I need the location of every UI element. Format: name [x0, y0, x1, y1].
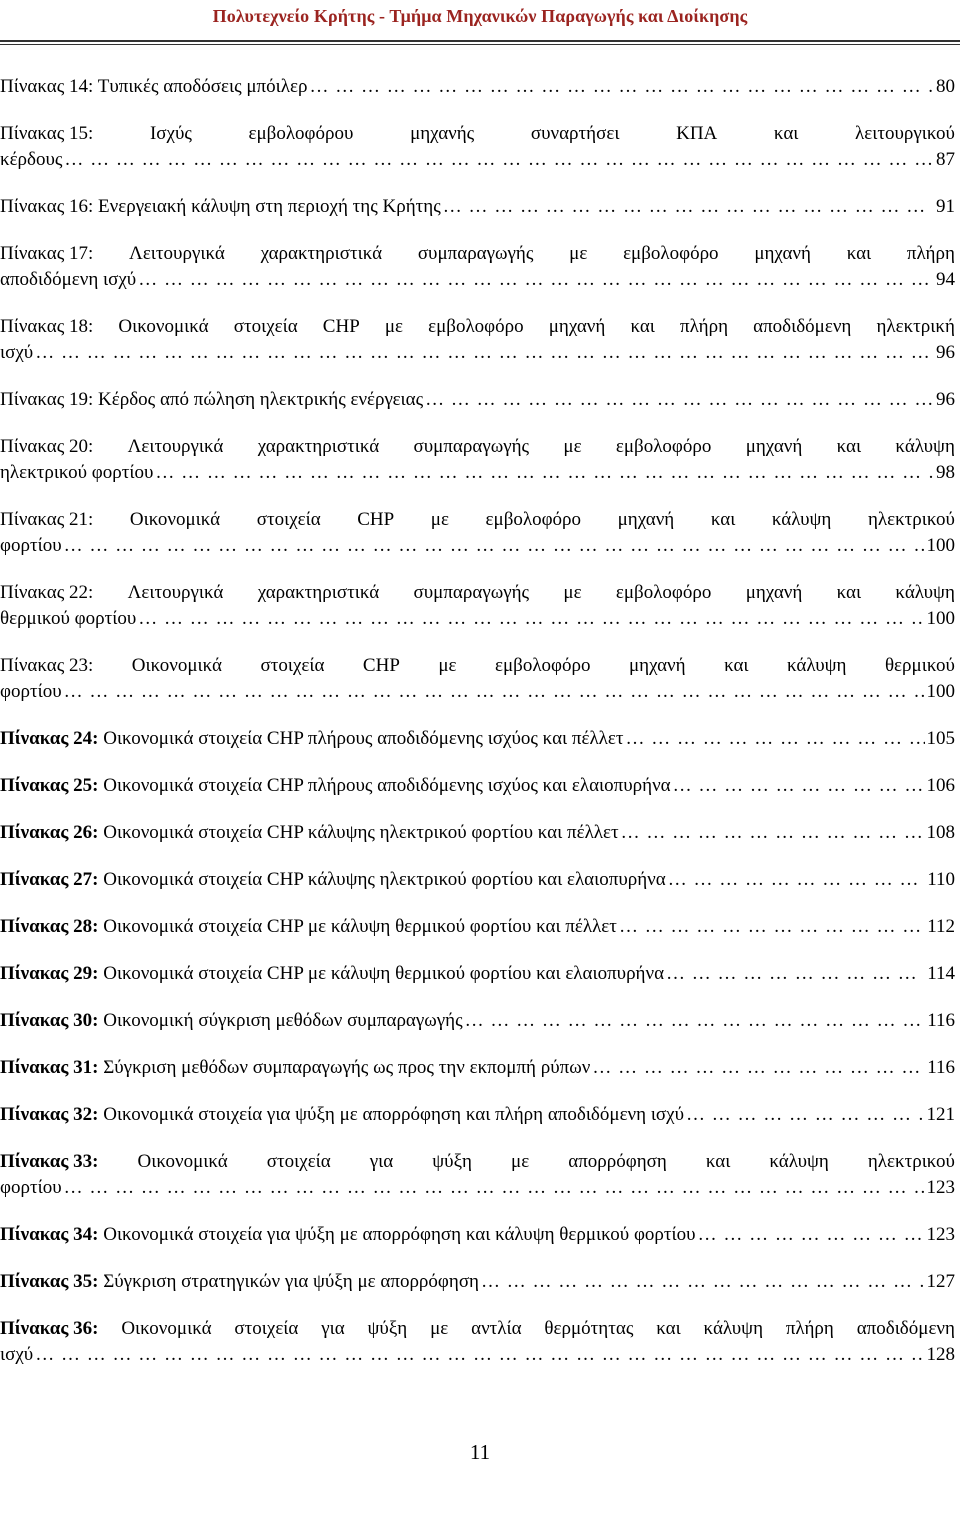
dot-leader — [666, 961, 925, 987]
entry-page-number: 108 — [926, 822, 955, 843]
dot-leader — [626, 726, 925, 752]
title-word: μηχανής — [410, 123, 475, 144]
title-word: θερμικού — [884, 655, 955, 676]
entry-title-line1 — [0, 121, 955, 147]
entry-page-number: 80 — [936, 76, 955, 97]
table-label: Πίνακας 23: — [0, 655, 94, 676]
entry-page-number: 123 — [926, 1224, 955, 1245]
title-word: εμβολοφόρο — [428, 316, 524, 337]
entry-title: φορτίου — [0, 681, 62, 702]
dot-leader — [64, 533, 925, 559]
toc-entry[interactable] — [0, 194, 955, 220]
entry-title-wrap — [0, 606, 136, 632]
table-label: Πίνακας 18: — [0, 316, 94, 337]
table-label: Πίνακας 27: — [0, 869, 99, 890]
title-word: συμπαραγωγής — [417, 243, 534, 264]
dot-leader — [64, 147, 934, 173]
title-word: μηχανή — [617, 509, 675, 530]
table-label: Πίνακας 31: — [0, 1057, 99, 1078]
toc-entry[interactable] — [0, 914, 955, 940]
title-word: στοιχεία — [266, 1151, 331, 1172]
entry-page-number: 121 — [926, 1104, 955, 1125]
title-word: εμβολοφόρου — [248, 123, 354, 144]
title-word: και — [705, 1151, 731, 1172]
table-label: Πίνακας 14: — [0, 76, 94, 97]
toc-entry[interactable] — [0, 74, 955, 100]
page-number: 11 — [469, 1440, 491, 1464]
title-word: και — [724, 655, 749, 676]
dot-leader — [138, 606, 924, 632]
entry-title-wrap — [0, 1102, 684, 1128]
entry-title-wrap — [0, 1175, 62, 1201]
table-label: Πίνακας 33: — [0, 1151, 99, 1172]
title-word: κάλυψη — [771, 509, 832, 530]
title-word: θερμότητας — [544, 1318, 634, 1339]
title-word: απορρόφηση — [568, 1151, 667, 1172]
entry-title-wrap — [0, 387, 423, 413]
title-word: χαρακτηριστικά — [257, 582, 380, 603]
table-label: Πίνακας 19: — [0, 389, 94, 410]
header-divider-thin — [0, 44, 960, 45]
entry-title: Ενεργειακή κάλυψη στη περιοχή της Κρήτης — [98, 196, 441, 217]
entry-page-number: 128 — [926, 1344, 955, 1365]
title-word: Οικονομικά — [129, 509, 221, 530]
table-label: Πίνακας 16: — [0, 196, 94, 217]
title-word: συμπαραγωγής — [413, 582, 530, 603]
toc-entry[interactable] — [0, 1149, 955, 1201]
table-label: Πίνακας 21: — [0, 509, 94, 530]
dot-leader — [619, 914, 925, 940]
entry-title: ισχύ — [0, 1344, 34, 1365]
title-word: με — [563, 436, 582, 457]
entry-title: Οικονομικά στοιχεία CHP με κάλυψη θερμικού φορτίου και ελαιοπυρήνα — [103, 963, 665, 984]
title-word: και — [630, 316, 655, 337]
entry-title: φορτίου — [0, 535, 62, 556]
toc-entry[interactable] — [0, 1102, 955, 1128]
title-word: Οικονομικά — [137, 1151, 228, 1172]
entry-title: κέρδους — [0, 149, 63, 170]
title-word: εμβολοφόρο — [495, 655, 591, 676]
entry-title: φορτίου — [0, 1177, 62, 1198]
title-word: κάλυψη — [895, 436, 955, 457]
dot-leader — [35, 1342, 924, 1368]
toc-entry[interactable] — [0, 434, 955, 486]
entry-title-line1 — [0, 1316, 955, 1342]
toc-entry[interactable] — [0, 773, 955, 799]
dot-leader — [425, 387, 934, 413]
title-word: αποδιδόμενη — [753, 316, 852, 337]
title-word: με — [563, 582, 582, 603]
title-word: μηχανή — [745, 436, 803, 457]
entry-page-number: 91 — [936, 196, 955, 217]
entry-title-wrap — [0, 726, 624, 752]
title-word: μηχανή — [754, 243, 811, 264]
toc-entry[interactable] — [0, 961, 955, 987]
dot-leader — [481, 1269, 925, 1295]
entry-page-number: 100 — [926, 535, 955, 556]
header-title: Πολυτεχνείο Κρήτης - Τμήμα Μηχανικών Παραγωγής και Διοίκησης — [212, 6, 748, 26]
entry-title-line1 — [0, 314, 955, 340]
entry-page-number: 96 — [936, 389, 955, 410]
entry-title: Οικονομικά στοιχεία CHP πλήρους αποδιδόμενης ισχύος και ελαιοπυρήνα — [103, 775, 671, 796]
title-word: λειτουργικού — [855, 123, 955, 144]
entry-title-wrap — [0, 147, 62, 173]
toc-entry[interactable] — [0, 580, 955, 632]
entry-title-wrap — [0, 820, 619, 846]
entry-page-number: 98 — [936, 462, 955, 483]
entry-title: Τυπικές αποδόσεις μπόιλερ — [97, 76, 308, 97]
title-word: για — [369, 1151, 394, 1172]
dot-leader — [138, 267, 934, 293]
entry-title: Οικονομικά στοιχεία CHP κάλυψης ηλεκτρικού φορτίου και πέλλετ — [103, 822, 619, 843]
table-label: Πίνακας 34: — [0, 1224, 99, 1245]
entry-title: θερμικού φορτίου — [0, 608, 137, 629]
title-word: και — [656, 1318, 681, 1339]
toc-entry[interactable] — [0, 387, 955, 413]
entry-page-number: 100 — [926, 608, 955, 629]
dot-leader — [64, 1175, 925, 1201]
title-word: πλήρη — [785, 1318, 834, 1339]
dot-leader — [686, 1102, 924, 1128]
entry-title: Οικονομικά στοιχεία για ψύξη με απορρόφηση και πλήρη αποδιδόμενη ισχύ — [103, 1104, 685, 1125]
entry-title-wrap — [0, 533, 62, 559]
table-label: Πίνακας 29: — [0, 963, 99, 984]
title-word: με — [511, 1151, 530, 1172]
title-word: κάλυψη — [787, 655, 847, 676]
table-label: Πίνακας 17: — [0, 243, 94, 264]
title-word: ψύξη — [432, 1151, 472, 1172]
entry-page-number: 114 — [927, 963, 955, 984]
entry-title-wrap — [0, 1055, 590, 1081]
toc-entry[interactable] — [0, 241, 955, 293]
toc-entry[interactable] — [0, 726, 955, 752]
entry-title: Οικονομικά στοιχεία CHP με κάλυψη θερμικού φορτίου και πέλλετ — [103, 916, 617, 937]
title-word: με — [430, 509, 449, 530]
dot-leader — [155, 460, 934, 486]
entry-title-wrap — [0, 340, 33, 366]
table-label: Πίνακας 28: — [0, 916, 99, 937]
dot-leader — [64, 679, 925, 705]
title-word: CHP — [357, 509, 395, 530]
entry-page-number: 96 — [936, 342, 955, 363]
title-word: πλήρη — [906, 243, 955, 264]
table-label: Πίνακας 36: — [0, 1318, 99, 1339]
entry-title: αποδιδόμενη ισχύ — [0, 269, 137, 290]
title-word: Λειτουργικά — [127, 436, 224, 457]
entry-title-wrap — [0, 961, 664, 987]
entry-title-wrap — [0, 679, 62, 705]
title-word: μηχανή — [628, 655, 686, 676]
entry-page-number: 112 — [927, 916, 955, 937]
entry-title: Οικονομικά στοιχεία CHP πλήρους αποδιδόμενης ισχύος και πέλλετ — [103, 728, 624, 749]
toc-entry[interactable] — [0, 1269, 955, 1295]
toc-entry[interactable] — [0, 121, 955, 173]
title-word: Οικονομικά — [121, 1318, 212, 1339]
title-word: αντλία — [471, 1318, 522, 1339]
entry-title-wrap — [0, 773, 671, 799]
entry-title-line1 — [0, 653, 955, 679]
title-word: εμβολοφόρο — [485, 509, 582, 530]
entry-title-line1 — [0, 580, 955, 606]
title-word: Οικονομικά — [118, 316, 209, 337]
entry-title-wrap — [0, 1342, 33, 1368]
title-word: και — [773, 123, 799, 144]
entry-page-number: 94 — [936, 269, 955, 290]
title-word: στοιχεία — [233, 316, 298, 337]
entry-title: Σύγκριση στρατηγικών για ψύξη με απορρόφηση — [103, 1271, 479, 1292]
title-word: ηλεκτρική — [876, 316, 955, 337]
entry-title: Σύγκριση μεθόδων συμπαραγωγής ως προς την εκπομπή ρύπων — [103, 1057, 591, 1078]
title-word: και — [836, 436, 862, 457]
dot-leader — [621, 820, 925, 846]
entry-page-number: 110 — [927, 869, 955, 890]
header-divider — [0, 40, 960, 42]
table-label: Πίνακας 20: — [0, 436, 94, 457]
toc-entry[interactable] — [0, 1055, 955, 1081]
title-word: με — [569, 243, 588, 264]
title-word: Λειτουργικά — [127, 582, 224, 603]
entry-title-wrap — [0, 74, 307, 100]
entry-page-number: 127 — [926, 1271, 955, 1292]
title-word: εμβολοφόρο — [615, 582, 712, 603]
dot-leader — [668, 867, 925, 893]
toc-entry[interactable] — [0, 1222, 955, 1248]
title-word: κάλυψη — [769, 1151, 829, 1172]
toc-entry[interactable] — [0, 314, 955, 366]
entry-title-wrap — [0, 460, 153, 486]
title-word: και — [846, 243, 872, 264]
title-word: για — [321, 1318, 345, 1339]
title-word: με — [438, 655, 457, 676]
title-word: μηχανή — [548, 316, 606, 337]
table-label: Πίνακας 26: — [0, 822, 99, 843]
table-label: Πίνακας 22: — [0, 582, 94, 603]
title-word: Ισχύς — [149, 123, 192, 144]
title-word: ΚΠΑ — [676, 123, 718, 144]
table-label: Πίνακας 30: — [0, 1010, 99, 1031]
title-word: CHP — [322, 316, 360, 337]
title-word: κάλυψη — [895, 582, 955, 603]
title-word: με — [430, 1318, 449, 1339]
entry-page-number: 106 — [926, 775, 955, 796]
table-label: Πίνακας 15: — [0, 123, 94, 144]
title-word: χαρακτηριστικά — [260, 243, 383, 264]
entry-page-number: 116 — [927, 1057, 955, 1078]
entry-page-number: 105 — [926, 728, 955, 749]
table-of-tables — [0, 74, 955, 1389]
title-word: στοιχεία — [234, 1318, 299, 1339]
title-word: με — [384, 316, 404, 337]
dot-leader — [673, 773, 925, 799]
toc-entry[interactable] — [0, 867, 955, 893]
title-word: κάλυψη — [703, 1318, 763, 1339]
entry-title-wrap — [0, 267, 136, 293]
table-label: Πίνακας 24: — [0, 728, 99, 749]
title-word: ηλεκτρικού — [867, 1151, 955, 1172]
table-label: Πίνακας 32: — [0, 1104, 99, 1125]
dot-leader — [465, 1008, 926, 1034]
entry-title-wrap — [0, 1269, 479, 1295]
title-word: συναρτήσει — [530, 123, 620, 144]
entry-title: ισχύ — [0, 342, 34, 363]
title-word: Λειτουργικά — [129, 243, 225, 264]
title-word: μηχανή — [745, 582, 803, 603]
toc-entry[interactable] — [0, 820, 955, 846]
entry-title-line1 — [0, 1149, 955, 1175]
toc-entry[interactable] — [0, 1316, 955, 1368]
title-word: εμβολοφόρο — [615, 436, 712, 457]
dot-leader — [35, 340, 934, 366]
title-word: ψύξη — [367, 1318, 408, 1339]
entry-page-number: 87 — [936, 149, 955, 170]
title-word: συμπαραγωγής — [413, 436, 530, 457]
dot-leader — [443, 194, 934, 220]
entry-title: Οικονομικά στοιχεία CHP κάλυψης ηλεκτρικού φορτίου και ελαιοπυρήνα — [103, 869, 666, 890]
toc-entry[interactable] — [0, 653, 955, 705]
toc-entry[interactable] — [0, 1008, 955, 1034]
title-word: εμβολοφόρο — [623, 243, 719, 264]
title-word: και — [710, 509, 736, 530]
entry-title-wrap — [0, 914, 617, 940]
dot-leader — [592, 1055, 925, 1081]
table-label: Πίνακας 35: — [0, 1271, 99, 1292]
entry-title: ηλεκτρικού φορτίου — [0, 462, 154, 483]
title-word: πλήρη — [680, 316, 729, 337]
title-word: χαρακτηριστικά — [257, 436, 380, 457]
entry-title: Οικονομική σύγκριση μεθόδων συμπαραγωγής — [103, 1010, 463, 1031]
entry-page-number: 116 — [927, 1010, 955, 1031]
title-word: ηλεκτρικού — [867, 509, 955, 530]
entry-title-line1 — [0, 434, 955, 460]
entry-title-wrap — [0, 194, 441, 220]
title-word: CHP — [362, 655, 400, 676]
entry-title-line1 — [0, 241, 955, 267]
page-header — [0, 0, 960, 40]
dot-leader — [698, 1222, 925, 1248]
entry-title: Οικονομικά στοιχεία για ψύξη με απορρόφηση και κάλυψη θερμικού φορτίου — [103, 1224, 696, 1245]
title-word: Οικονομικά — [131, 655, 223, 676]
entry-page-number: 100 — [926, 681, 955, 702]
table-label: Πίνακας 25: — [0, 775, 99, 796]
toc-entry[interactable] — [0, 507, 955, 559]
entry-title-line1 — [0, 507, 955, 533]
title-word: και — [836, 582, 862, 603]
entry-title-wrap — [0, 1008, 463, 1034]
entry-title: Κέρδος από πώληση ηλεκτρικής ενέργειας — [98, 389, 424, 410]
dot-leader — [309, 74, 934, 100]
entry-title-wrap — [0, 867, 666, 893]
title-word: στοιχεία — [256, 509, 321, 530]
title-word: στοιχεία — [260, 655, 325, 676]
entry-title-wrap — [0, 1222, 696, 1248]
entry-page-number: 123 — [926, 1177, 955, 1198]
title-word: αποδιδόμενη — [856, 1318, 955, 1339]
